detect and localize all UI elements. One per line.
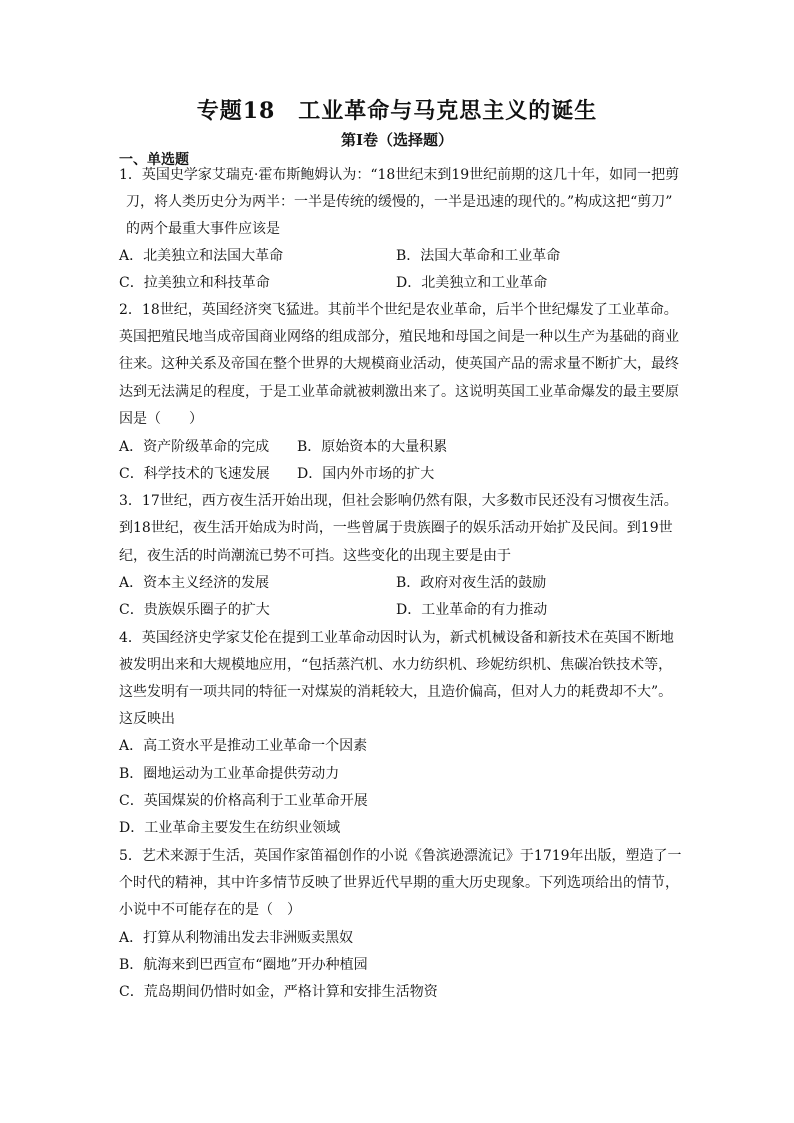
- question-2-option-c: C．科学技术的飞速发展: [119, 466, 270, 482]
- question-4-option-d: D．工业革命主要发生在纺织业领域: [119, 820, 341, 836]
- question-2-line-4: 达到无法满足的程度，于是工业革命就被刺激出来了。这说明英国工业革命爆发的最主要原: [119, 384, 679, 400]
- question-4-line-2: 被发明出来和大规模地应用，“包括蒸汽机、水力纺织机、珍妮纺织机、焦碳冶铁技术等，: [119, 657, 673, 673]
- question-2-line-5: 因是（ ）: [119, 411, 203, 427]
- question-5-option-b: B．航海来到巴西宣布“圈地”开办种植园: [119, 957, 368, 973]
- question-5-option-a: A．打算从利物浦出发去非洲贩卖黑奴: [119, 930, 354, 946]
- question-1-line-3: 的两个最重大事件应该是: [126, 221, 280, 237]
- question-1-line-1: 1．英国史学家艾瑞克·霍布斯鲍姆认为：“18世纪末到19世纪前期的这几十年，如同一把剪: [119, 167, 680, 183]
- question-2-line-1: 2．18世纪，英国经济突飞猛进。其前半个世纪是农业革命，后半个世纪爆发了工业革命。: [119, 302, 678, 318]
- question-3-option-b: B．政府对夜生活的鼓励: [396, 575, 547, 591]
- page-subtitle: 第Ⅰ卷（选择题）: [340, 131, 454, 149]
- question-4-option-c: C．英国煤炭的价格高利于工业革命开展: [119, 793, 368, 809]
- question-4-option-a: A．高工资水平是推动工业革命一个因素: [119, 738, 368, 754]
- question-3-option-a: A．资本主义经济的发展: [119, 575, 270, 591]
- question-1-line-2: 刀，将人类历史分为两半：一半是传统的缓慢的，一半是迅速的现代的。”构成这把“剪刀”: [126, 194, 673, 210]
- question-3-line-3: 纪，夜生活的时尚潮流已势不可挡。这些变化的出现主要是由于: [119, 548, 511, 564]
- question-3-option-c: C．贵族娱乐圈子的扩大: [119, 602, 270, 618]
- section-heading: 一、单选题: [119, 152, 189, 168]
- question-3-line-2: 到18世纪，夜生活开始成为时尚，一些曾属于贵族圈子的娱乐活动开始扩及民间。到19世: [119, 520, 673, 536]
- question-1-option-a: A．北美独立和法国大革命: [119, 248, 284, 264]
- question-5-line-1: 5．艺术来源于生活，英国作家笛福创作的小说《鲁滨逊漂流记》于1719年出版，塑造了一: [119, 848, 682, 864]
- question-1-option-b: B．法国大革命和工业革命: [396, 248, 561, 264]
- question-4-option-b: B．圈地运动为工业革命提供劳动力: [119, 766, 340, 782]
- question-3-line-1: 3．17世纪，西方夜生活开始出现，但社会影响仍然有限，大多数市民还没有习惯夜生活。: [119, 493, 678, 509]
- question-1-option-c: C．拉美独立和科技革命: [119, 275, 270, 291]
- question-5-option-c: C．荒岛期间仍惜时如金，严格计算和安排生活物资: [119, 984, 438, 1000]
- question-2-option-d: D．国内外市场的扩大: [297, 466, 435, 482]
- question-5-line-2: 个时代的精神，其中许多情节反映了世界近代早期的重大历史现象。下列选项给出的情节，: [119, 875, 679, 891]
- question-3-option-d: D．工业革命的有力推动: [396, 602, 548, 618]
- question-2-line-3: 往来。这种关系及帝国在整个世界的大规模商业活动，使英国产品的需求量不断扩大，最终: [119, 356, 679, 372]
- question-4-line-3: 这些发明有一项共同的特征一对煤炭的消耗较大，且造价偏高，但对人力的耗费却不大”。: [119, 684, 673, 700]
- page-title: 专题18 工业革命与马克思主义的诞生: [196, 98, 598, 124]
- question-2-option-b: B．原始资本的大量积累: [297, 439, 448, 455]
- question-2-option-a: A．资产阶级革命的完成: [119, 439, 270, 455]
- question-1-option-d: D．北美独立和工业革命: [396, 275, 548, 291]
- question-4-line-1: 4．英国经济史学家艾伦在提到工业革命动因时认为，新式机械设备和新技术在英国不断地: [119, 630, 674, 646]
- question-4-line-4: 这反映出: [119, 711, 175, 727]
- question-2-line-2: 英国把殖民地当成帝国商业网络的组成部分，殖民地和母国之间是一种以生产为基础的商业: [119, 329, 679, 345]
- question-5-line-3: 小说中不可能存在的是（ ）: [119, 902, 301, 918]
